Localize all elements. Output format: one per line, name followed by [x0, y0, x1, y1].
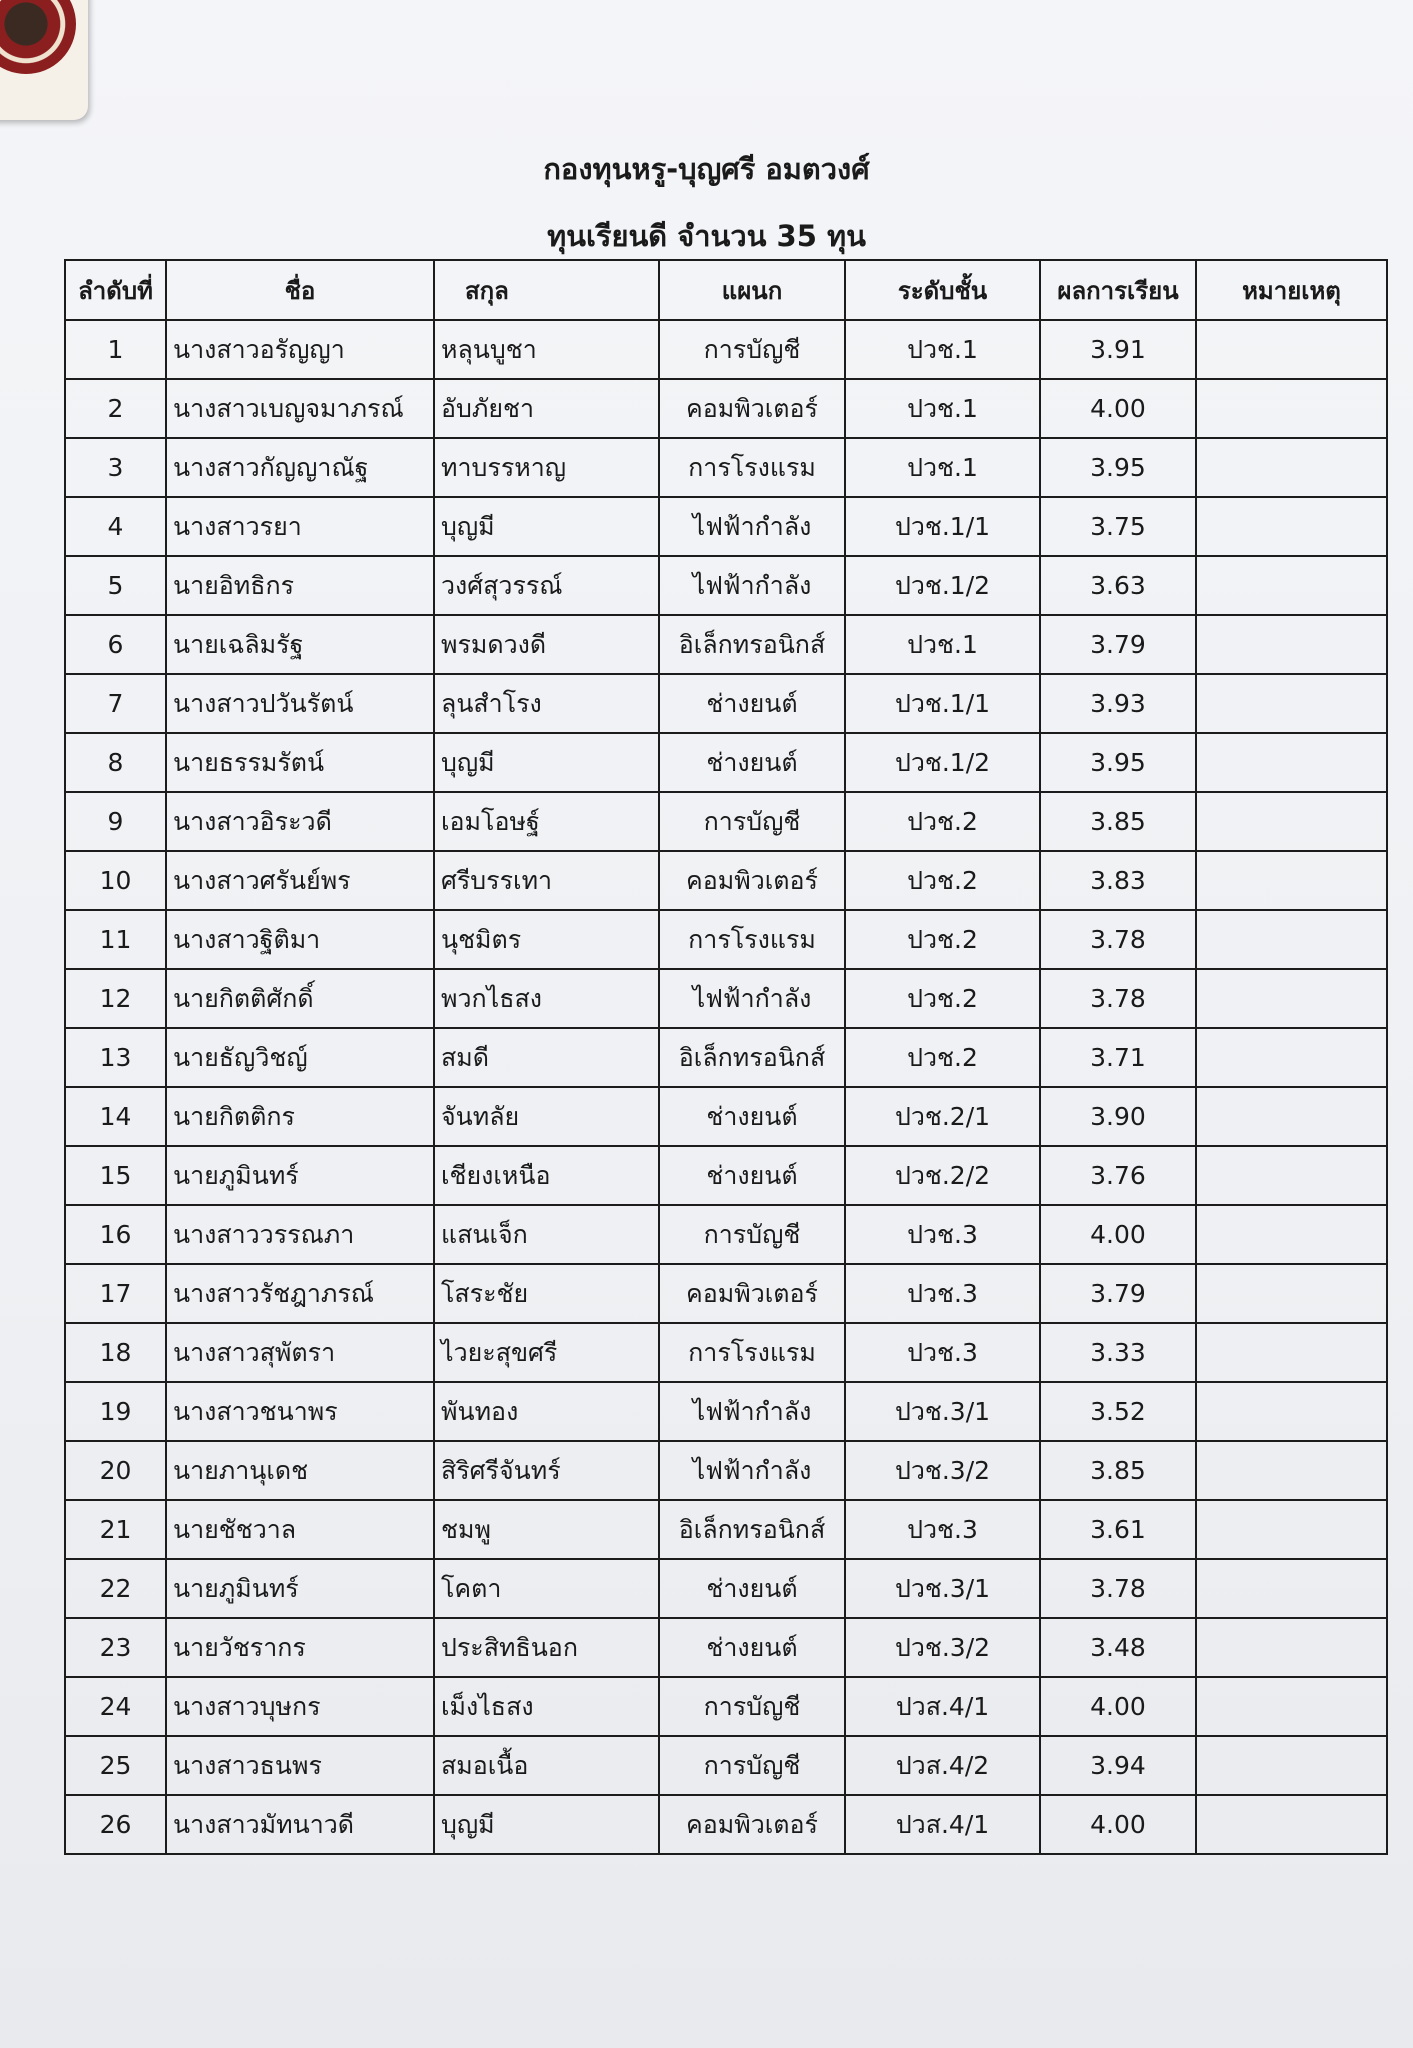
table-row	[65, 1795, 1387, 1854]
column-header-gpa: ผลการเรียน	[1040, 260, 1196, 320]
cell-level: ปวช.3/1	[845, 1382, 1040, 1441]
table-header-row	[65, 260, 1387, 320]
cell-remark	[1196, 1087, 1387, 1146]
cell-level: ปวช.1	[845, 379, 1040, 438]
cell-department: การโรงแรม	[659, 1323, 845, 1382]
cell-last-name: เอมโอษฐ์	[434, 792, 659, 851]
cell-department: ช่างยนต์	[659, 1087, 845, 1146]
cell-department: ช่างยนต์	[659, 733, 845, 792]
cell-first-name: นายชัชวาล	[166, 1500, 434, 1559]
cell-first-name: นางสาวกัญญาณัฐ	[166, 438, 434, 497]
table-row	[65, 379, 1387, 438]
column-header-department: แผนก	[659, 260, 845, 320]
cell-no: 19	[65, 1382, 166, 1441]
cell-first-name: นางสาวเบญจมาภรณ์	[166, 379, 434, 438]
cell-remark	[1196, 1618, 1387, 1677]
cell-gpa: 4.00	[1040, 379, 1196, 438]
cell-last-name: สมอเนื้อ	[434, 1736, 659, 1795]
cell-level: ปวช.3/2	[845, 1618, 1040, 1677]
cell-remark	[1196, 497, 1387, 556]
cell-gpa: 3.79	[1040, 1264, 1196, 1323]
cell-last-name: สมดี	[434, 1028, 659, 1087]
cell-department: คอมพิวเตอร์	[659, 379, 845, 438]
cell-first-name: นางสาวศรันย์พร	[166, 851, 434, 910]
cell-last-name: เชียงเหนือ	[434, 1146, 659, 1205]
table-row	[65, 910, 1387, 969]
cell-gpa: 3.33	[1040, 1323, 1196, 1382]
cell-gpa: 3.78	[1040, 1559, 1196, 1618]
cell-gpa: 3.85	[1040, 792, 1196, 851]
cell-remark	[1196, 615, 1387, 674]
cell-no: 20	[65, 1441, 166, 1500]
cell-gpa: 3.91	[1040, 320, 1196, 379]
cell-remark	[1196, 910, 1387, 969]
cell-department: การบัญชี	[659, 1736, 845, 1795]
cell-no: 9	[65, 792, 166, 851]
cell-department: ช่างยนต์	[659, 674, 845, 733]
seal-logo	[0, 0, 88, 120]
cell-level: ปวช.3/1	[845, 1559, 1040, 1618]
table-row	[65, 851, 1387, 910]
cell-remark	[1196, 1028, 1387, 1087]
cell-level: ปวช.1/2	[845, 556, 1040, 615]
cell-level: ปวช.2	[845, 792, 1040, 851]
cell-last-name: พวกไธสง	[434, 969, 659, 1028]
cell-department: ช่างยนต์	[659, 1559, 845, 1618]
cell-first-name: นางสาวชนาพร	[166, 1382, 434, 1441]
cell-level: ปวช.1	[845, 320, 1040, 379]
cell-remark	[1196, 438, 1387, 497]
cell-level: ปวช.1/2	[845, 733, 1040, 792]
cell-first-name: นายกิตติกร	[166, 1087, 434, 1146]
cell-remark	[1196, 1264, 1387, 1323]
cell-first-name: นายธรรมรัตน์	[166, 733, 434, 792]
column-header-first-name: ชื่อ	[166, 260, 434, 320]
table-row	[65, 1146, 1387, 1205]
cell-level: ปวช.2	[845, 1028, 1040, 1087]
table-row	[65, 792, 1387, 851]
cell-gpa: 3.85	[1040, 1441, 1196, 1500]
cell-gpa: 3.61	[1040, 1500, 1196, 1559]
cell-no: 13	[65, 1028, 166, 1087]
cell-last-name: ลุนสำโรง	[434, 674, 659, 733]
cell-remark	[1196, 379, 1387, 438]
cell-last-name: ทาบรรหาญ	[434, 438, 659, 497]
cell-department: ไฟฟ้ากำลัง	[659, 497, 845, 556]
cell-first-name: นายภานุเดช	[166, 1441, 434, 1500]
cell-level: ปวส.4/2	[845, 1736, 1040, 1795]
cell-no: 17	[65, 1264, 166, 1323]
cell-level: ปวส.4/1	[845, 1677, 1040, 1736]
cell-last-name: นุชมิตร	[434, 910, 659, 969]
cell-department: คอมพิวเตอร์	[659, 1264, 845, 1323]
cell-gpa: 3.76	[1040, 1146, 1196, 1205]
cell-first-name: นางสาววรรณภา	[166, 1205, 434, 1264]
cell-department: การบัญชี	[659, 320, 845, 379]
cell-department: การบัญชี	[659, 1205, 845, 1264]
table-row	[65, 1441, 1387, 1500]
cell-no: 15	[65, 1146, 166, 1205]
table-row	[65, 1618, 1387, 1677]
cell-department: การโรงแรม	[659, 910, 845, 969]
column-header-no: ลำดับที่	[65, 260, 166, 320]
cell-gpa: 3.95	[1040, 733, 1196, 792]
cell-gpa: 3.71	[1040, 1028, 1196, 1087]
cell-level: ปวช.2	[845, 969, 1040, 1028]
cell-department: อิเล็กทรอนิกส์	[659, 1500, 845, 1559]
cell-remark	[1196, 556, 1387, 615]
cell-level: ปวช.3	[845, 1264, 1040, 1323]
cell-last-name: บุญมี	[434, 497, 659, 556]
table-row	[65, 674, 1387, 733]
cell-last-name: หลุนบูชา	[434, 320, 659, 379]
cell-first-name: นายธัญวิชญ์	[166, 1028, 434, 1087]
cell-no: 5	[65, 556, 166, 615]
cell-last-name: บุญมี	[434, 733, 659, 792]
cell-last-name: พันทอง	[434, 1382, 659, 1441]
cell-no: 22	[65, 1559, 166, 1618]
cell-department: การบัญชี	[659, 792, 845, 851]
cell-remark	[1196, 733, 1387, 792]
cell-level: ปวช.2	[845, 851, 1040, 910]
cell-last-name: โคตา	[434, 1559, 659, 1618]
cell-level: ปวช.1	[845, 615, 1040, 674]
cell-remark	[1196, 1323, 1387, 1382]
cell-department: ไฟฟ้ากำลัง	[659, 1441, 845, 1500]
cell-last-name: ศรีบรรเทา	[434, 851, 659, 910]
cell-department: คอมพิวเตอร์	[659, 851, 845, 910]
cell-department: ไฟฟ้ากำลัง	[659, 556, 845, 615]
table-row	[65, 1264, 1387, 1323]
cell-gpa: 3.83	[1040, 851, 1196, 910]
cell-last-name: ไวยะสุขศรี	[434, 1323, 659, 1382]
cell-no: 16	[65, 1205, 166, 1264]
cell-department: ไฟฟ้ากำลัง	[659, 1382, 845, 1441]
cell-first-name: นายภูมินทร์	[166, 1146, 434, 1205]
cell-department: การโรงแรม	[659, 438, 845, 497]
cell-remark	[1196, 1146, 1387, 1205]
cell-level: ปวช.1	[845, 438, 1040, 497]
cell-first-name: นายกิตติศักดิ์	[166, 969, 434, 1028]
cell-first-name: นางสาวมัทนาวดี	[166, 1795, 434, 1854]
cell-last-name: โสระชัย	[434, 1264, 659, 1323]
cell-gpa: 3.75	[1040, 497, 1196, 556]
cell-remark	[1196, 1795, 1387, 1854]
cell-no: 8	[65, 733, 166, 792]
table-row	[65, 615, 1387, 674]
table-row	[65, 438, 1387, 497]
cell-level: ปวช.2/1	[845, 1087, 1040, 1146]
cell-last-name: อับภัยชา	[434, 379, 659, 438]
table-row	[65, 556, 1387, 615]
cell-last-name: แสนเจ็ก	[434, 1205, 659, 1264]
cell-remark	[1196, 1559, 1387, 1618]
column-header-level: ระดับชั้น	[845, 260, 1040, 320]
cell-gpa: 3.79	[1040, 615, 1196, 674]
cell-remark	[1196, 674, 1387, 733]
cell-no: 23	[65, 1618, 166, 1677]
cell-department: คอมพิวเตอร์	[659, 1795, 845, 1854]
cell-first-name: นางสาวธนพร	[166, 1736, 434, 1795]
cell-level: ปวช.2	[845, 910, 1040, 969]
cell-no: 14	[65, 1087, 166, 1146]
cell-level: ปวช.1/1	[845, 497, 1040, 556]
cell-first-name: นางสาวสุพัตรา	[166, 1323, 434, 1382]
cell-last-name: ชมพู	[434, 1500, 659, 1559]
cell-gpa: 3.94	[1040, 1736, 1196, 1795]
cell-last-name: พรมดวงดี	[434, 615, 659, 674]
cell-no: 4	[65, 497, 166, 556]
table-row	[65, 1559, 1387, 1618]
cell-level: ปวส.4/1	[845, 1795, 1040, 1854]
cell-level: ปวช.3/2	[845, 1441, 1040, 1500]
cell-no: 25	[65, 1736, 166, 1795]
table-row	[65, 1382, 1387, 1441]
cell-no: 7	[65, 674, 166, 733]
table-row	[65, 1677, 1387, 1736]
cell-department: ช่างยนต์	[659, 1146, 845, 1205]
cell-no: 6	[65, 615, 166, 674]
cell-first-name: นางสาวอิระวดี	[166, 792, 434, 851]
cell-first-name: นางสาวรัชฎาภรณ์	[166, 1264, 434, 1323]
cell-last-name: บุญมี	[434, 1795, 659, 1854]
cell-department: อิเล็กทรอนิกส์	[659, 615, 845, 674]
cell-no: 21	[65, 1500, 166, 1559]
cell-level: ปวช.3	[845, 1323, 1040, 1382]
cell-level: ปวช.3	[845, 1205, 1040, 1264]
cell-remark	[1196, 969, 1387, 1028]
cell-no: 11	[65, 910, 166, 969]
cell-department: ไฟฟ้ากำลัง	[659, 969, 845, 1028]
table-body	[65, 320, 1387, 1854]
table-row	[65, 497, 1387, 556]
cell-first-name: นายอิทธิกร	[166, 556, 434, 615]
cell-remark	[1196, 1677, 1387, 1736]
table-row	[65, 969, 1387, 1028]
table-row	[65, 1736, 1387, 1795]
cell-last-name: วงศ์สุวรรณ์	[434, 556, 659, 615]
cell-gpa: 4.00	[1040, 1795, 1196, 1854]
cell-first-name: นางสาวปวันรัตน์	[166, 674, 434, 733]
document-subtitle: ทุนเรียนดี จำนวน 35 ทุน	[547, 219, 866, 253]
cell-gpa: 3.52	[1040, 1382, 1196, 1441]
cell-remark	[1196, 1441, 1387, 1500]
cell-gpa: 3.78	[1040, 969, 1196, 1028]
cell-no: 1	[65, 320, 166, 379]
cell-gpa: 4.00	[1040, 1205, 1196, 1264]
cell-no: 26	[65, 1795, 166, 1854]
cell-gpa: 3.90	[1040, 1087, 1196, 1146]
column-header-remark: หมายเหตุ	[1196, 260, 1387, 320]
table-row	[65, 1323, 1387, 1382]
table-row	[65, 733, 1387, 792]
cell-last-name: จันทลัย	[434, 1087, 659, 1146]
cell-gpa: 3.78	[1040, 910, 1196, 969]
cell-gpa: 3.63	[1040, 556, 1196, 615]
table-row	[65, 1205, 1387, 1264]
cell-department: การบัญชี	[659, 1677, 845, 1736]
table-row	[65, 1087, 1387, 1146]
cell-gpa: 4.00	[1040, 1677, 1196, 1736]
cell-first-name: นางสาวบุษกร	[166, 1677, 434, 1736]
cell-gpa: 3.48	[1040, 1618, 1196, 1677]
table-row	[65, 1500, 1387, 1559]
cell-department: อิเล็กทรอนิกส์	[659, 1028, 845, 1087]
cell-remark	[1196, 1205, 1387, 1264]
table-row	[65, 1028, 1387, 1087]
cell-no: 10	[65, 851, 166, 910]
cell-first-name: นายวัชรากร	[166, 1618, 434, 1677]
cell-gpa: 3.93	[1040, 674, 1196, 733]
cell-level: ปวช.1/1	[845, 674, 1040, 733]
cell-department: ช่างยนต์	[659, 1618, 845, 1677]
cell-first-name: นายเฉลิมรัฐ	[166, 615, 434, 674]
column-header-last-name: สกุล	[434, 260, 659, 320]
cell-first-name: นางสาวฐิติมา	[166, 910, 434, 969]
scholarship-table	[64, 259, 1388, 1855]
cell-level: ปวช.3	[845, 1500, 1040, 1559]
cell-remark	[1196, 1382, 1387, 1441]
cell-remark	[1196, 792, 1387, 851]
cell-no: 18	[65, 1323, 166, 1382]
cell-no: 12	[65, 969, 166, 1028]
document-title: กองทุนหรู-บุญศรี อมตวงศ์	[543, 152, 870, 186]
table-row	[65, 320, 1387, 379]
cell-level: ปวช.2/2	[845, 1146, 1040, 1205]
cell-no: 2	[65, 379, 166, 438]
cell-last-name: สิริศรีจันทร์	[434, 1441, 659, 1500]
cell-remark	[1196, 851, 1387, 910]
cell-first-name: นายภูมินทร์	[166, 1559, 434, 1618]
cell-remark	[1196, 1736, 1387, 1795]
cell-remark	[1196, 320, 1387, 379]
cell-remark	[1196, 1500, 1387, 1559]
cell-first-name: นางสาวรยา	[166, 497, 434, 556]
cell-first-name: นางสาวอรัญญา	[166, 320, 434, 379]
cell-gpa: 3.95	[1040, 438, 1196, 497]
cell-last-name: ประสิทธินอก	[434, 1618, 659, 1677]
cell-no: 3	[65, 438, 166, 497]
seal-emblem-icon	[0, 0, 76, 74]
cell-no: 24	[65, 1677, 166, 1736]
cell-last-name: เม็งไธสง	[434, 1677, 659, 1736]
